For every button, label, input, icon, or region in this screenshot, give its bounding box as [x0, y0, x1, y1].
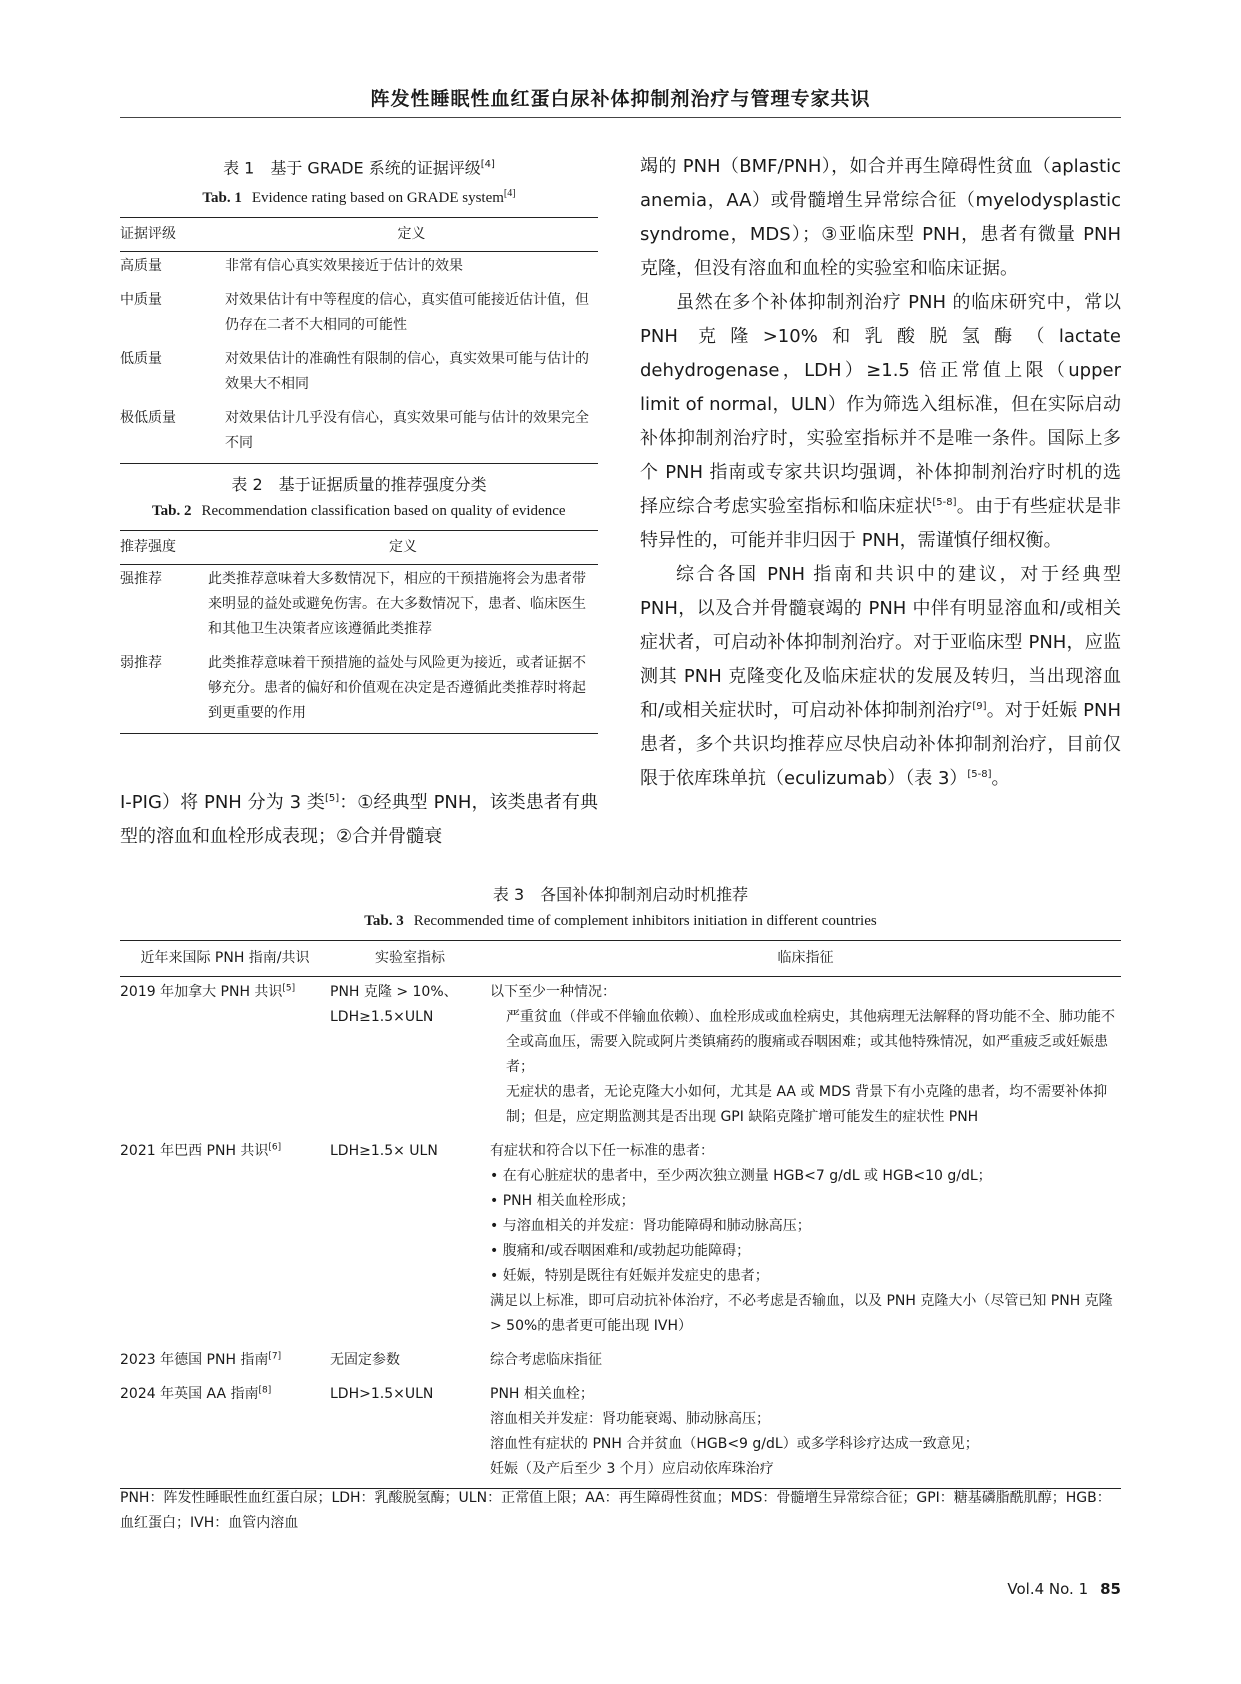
- table2-definition: 此类推荐意味着干预措施的益处与风险更为接近，或者证据不够充分。患者的偏好和价值观在决定是否遵循此类推荐时将起到更重要的作用: [208, 655, 586, 721]
- table3-guideline: [120, 1345, 330, 1379]
- table-row: [120, 345, 598, 404]
- table1-grade: 中质量: [120, 292, 162, 309]
- right-body-text: [640, 150, 1121, 796]
- paragraph: [640, 286, 1121, 558]
- volume-info: Vol.4 No. 1: [1007, 1580, 1089, 1598]
- citation: [7]: [268, 1351, 282, 1362]
- guideline-name: 2019 年加拿大 PNH 共识: [120, 984, 283, 1000]
- guideline-name: 2023 年德国 PNH 指南: [120, 1352, 269, 1368]
- table-row: [120, 404, 598, 464]
- lab-value: LDH≥1.5× ULN: [330, 1143, 438, 1159]
- text-span: 。由于有些症状是非特异性的，可能并非归因于 PNH，需谨慎仔细权衡。: [640, 496, 1121, 551]
- table2-strength: 强推荐: [120, 571, 162, 587]
- table3-header-lab: 实验室指标: [330, 941, 490, 977]
- table-row: [120, 1136, 1121, 1345]
- table3-clinical: [490, 1136, 1121, 1345]
- table1-caption-en-ref: [4]: [503, 188, 516, 200]
- guideline-name: 2024 年英国 AA 指南: [120, 1386, 259, 1402]
- text-span: 。对于妊娠 PNH 患者，多个共识均推荐应尽快启动补体抑制剂治疗，目前仅限于依库珠单抗（eculizumab）（表 3）: [640, 700, 1122, 789]
- table1-grade: 高质量: [120, 258, 162, 275]
- table-row: [120, 977, 1121, 1137]
- header-rule: [120, 117, 1121, 118]
- table1-definition: 非常有信心真实效果接近于估计的效果: [225, 258, 463, 275]
- citation: [5]: [324, 793, 340, 804]
- clinical-item: 严重贫血（伴或不伴输血依赖）、血栓形成或血栓病史，其他病理无法解释的肾功能不全、肺功能不全或高血压，需要入院或阿片类镇痛药的腹痛或吞咽困难；或其他特殊情况，如严重疲乏或妊娠患者；: [506, 1009, 1115, 1075]
- table2-caption-cn: 表 2 基于证据质量的推荐强度分类: [231, 475, 487, 494]
- clinical-item: • 在有心脏症状的患者中，至少两次独立测量 HGB<7 g/dL 或 HGB<10 g/dL；: [490, 1168, 992, 1184]
- table1-caption-cn: [120, 152, 598, 181]
- table-row: [120, 649, 598, 734]
- clinical-item: • PNH 相关血栓形成；: [490, 1193, 635, 1209]
- page-number: 85: [1100, 1580, 1121, 1598]
- table-row: [120, 565, 598, 650]
- text-span: ：①经典型 PNH，该类患者有典型的溶血和血栓形成表现；②合并骨髓衰: [120, 792, 599, 847]
- table1-definition: 对效果估计几乎没有信心，真实效果可能与估计的效果完全不同: [225, 410, 589, 452]
- paragraph: 竭的 PNH（BMF/PNH），如合并再生障碍性贫血（aplastic anemia，AA）或骨髓增生异常综合征（myelodysplastic syndrome，MDS）；③亚临床型 PNH，患者有微量 PNH 克隆，但没有溶血和血栓的实验室和临床证据。: [640, 156, 1121, 279]
- lab-value: PNH 克隆 > 10%、: [330, 984, 458, 1000]
- running-header: 阵发性睡眠性血红蛋白尿补体抑制剂治疗与管理专家共识: [370, 88, 871, 110]
- table3-clinical: [490, 977, 1121, 1137]
- table2-definition: 此类推荐意味着大多数情况下，相应的干预措施将会为患者带来明显的益处或避免伤害。在大多数情况下，患者、临床医生和其他卫生决策者应该遵循此类推荐: [208, 571, 586, 637]
- text-span: 虽然在多个补体抑制剂治疗 PNH 的临床研究中，常以 PNH 克隆>10%和乳酸脱氢酶（lactate dehydrogenase，LDH）≥1.5 倍正常值上限（upper limit of normal，ULN）作为筛选入组标准，但在实际启动补体抑制剂治疗时，实验室指标并不是唯一条件。国际上多个 PNH 指南或专家共识均强调，补体抑制剂治疗时机的选择应综合考虑实验室指标和临床症状: [640, 292, 1121, 517]
- table1-caption-en: [120, 181, 598, 211]
- table3: [120, 940, 1121, 1489]
- table3-header-clinical: 临床指征: [490, 941, 1121, 977]
- paragraph: [120, 786, 598, 854]
- table3-lab: [330, 1136, 490, 1345]
- table3-header-guideline: 近年来国际 PNH 指南/共识: [120, 941, 330, 977]
- clinical-item: 无症状的患者，无论克隆大小如何，尤其是 AA 或 MDS 背景下有小克隆的患者，均不需要补体抑制；但是，应定期监测其是否出现 GPI 缺陷克隆扩增可能发生的症状性 PNH: [506, 1084, 1108, 1125]
- clinical-item: PNH 相关血栓；: [490, 1386, 594, 1402]
- citation: [5]: [282, 983, 296, 994]
- table3-footnote: PNH：阵发性睡眠性血红蛋白尿；LDH：乳酸脱氢酶；ULN：正常值上限；AA：再生障碍性贫血；MDS：骨髓增生异常综合征；GPI：糖基磷脂酰肌醇；HGB：血红蛋白；IVH：血管内溶血: [120, 1490, 1111, 1531]
- table-row: [120, 1379, 1121, 1489]
- clinical-item: 以下至少一种情况：: [490, 984, 616, 1000]
- table-row: [120, 286, 598, 345]
- table1: [120, 217, 598, 464]
- table2-header-definition: 定义: [208, 531, 598, 565]
- table1-caption-cn-ref: [4]: [480, 159, 495, 170]
- table2-header-strength: 推荐强度: [120, 531, 208, 565]
- table1-header-grade: 证据评级: [120, 218, 225, 252]
- text-span: I-PIG）将 PNH 分为 3 类: [120, 792, 325, 813]
- clinical-item: 有症状和符合以下任一标准的患者：: [490, 1143, 714, 1159]
- guideline-name: 2021 年巴西 PNH 共识: [120, 1143, 269, 1159]
- table3-block: [120, 882, 1121, 1489]
- table1-grade: 极低质量: [120, 410, 176, 427]
- page-footer: [1007, 1580, 1121, 1598]
- clinical-item: • 腹痛和/或吞咽困难和/或勃起功能障碍；: [490, 1243, 751, 1259]
- clinical-item: • 与溶血相关的并发症：肾功能障碍和肺动脉高压；: [490, 1218, 811, 1234]
- clinical-item: 满足以上标准，即可启动抗补体治疗，不必考虑是否输血，以及 PNH 克隆大小（尽管已知 PNH 克隆 > 50%的患者更可能出现 IVH）: [490, 1293, 1113, 1334]
- clinical-item: 溶血性有症状的 PNH 合并贫血（HGB<9 g/dL）或多学科诊疗达成一致意见；: [490, 1436, 979, 1452]
- table3-guideline: [120, 1379, 330, 1489]
- table3-clinical: [490, 1345, 1121, 1379]
- clinical-item: 综合考虑临床指征: [490, 1352, 602, 1368]
- clinical-item: 溶血相关并发症：肾功能衰竭、肺动脉高压；: [490, 1411, 770, 1427]
- table3-body: [120, 977, 1121, 1489]
- text-span: 综合各国 PNH 指南和共识中的建议，对于经典型 PNH，以及合并骨髓衰竭的 PNH 中伴有明显溶血和/或相关症状者，可启动补体抑制剂治疗。对于亚临床型 PNH，应监测其 PNH 克隆变化及临床症状的发展及转归，当出现溶血和/或相关症状时，可启动补体抑制剂治疗: [640, 564, 1121, 721]
- citation: [8]: [258, 1385, 272, 1396]
- citation: [5-8]: [967, 769, 992, 780]
- table2-caption-en-text: Recommendation classification based on quality of evidence: [201, 503, 566, 519]
- text-span: 。: [991, 768, 1010, 789]
- table3-lab: [330, 1379, 490, 1489]
- table2-strength: 弱推荐: [120, 655, 162, 671]
- table3-guideline: [120, 1136, 330, 1345]
- lab-value: LDH≥1.5×ULN: [330, 1009, 434, 1025]
- table3-lab: [330, 977, 490, 1137]
- table2-block: [120, 472, 598, 734]
- citation: [5-8]: [932, 497, 957, 508]
- clinical-item: • 妊娠，特别是既往有妊娠并发症史的患者；: [490, 1268, 769, 1284]
- table3-lab: [330, 1345, 490, 1379]
- table1-caption-en-text: Evidence rating based on GRADE system: [251, 190, 504, 207]
- table1-grade: 低质量: [120, 351, 162, 368]
- table3-clinical: [490, 1379, 1121, 1489]
- table3-caption-cn: 表 3 各国补体抑制剂启动时机推荐: [492, 885, 749, 904]
- table1-caption-cn-text: 表 1 基于 GRADE 系统的证据评级: [223, 158, 481, 178]
- table3-caption-en: [120, 908, 1121, 934]
- table1-caption-en-label: Tab. 1: [202, 190, 242, 207]
- table2-caption-en: [120, 498, 598, 524]
- table2: [120, 530, 598, 734]
- table3-caption-en-text: Recommended time of complement inhibitors initiation in different countries: [413, 913, 877, 929]
- left-body-text: [120, 786, 598, 854]
- table3-caption-en-label: Tab. 3: [364, 913, 404, 929]
- clinical-item: 妊娠（及产后至少 3 个月）应启动依库珠治疗: [490, 1461, 774, 1477]
- table1-definition: 对效果估计的准确性有限制的信心，真实效果可能与估计的效果大不相同: [225, 351, 589, 393]
- table3-guideline: [120, 977, 330, 1137]
- lab-value: LDH>1.5×ULN: [330, 1386, 434, 1402]
- table-row: [120, 1345, 1121, 1379]
- citation: [9]: [972, 701, 987, 712]
- lab-value: 无固定参数: [330, 1352, 400, 1368]
- paragraph: [640, 558, 1121, 796]
- table1-header-definition: 定义: [225, 218, 598, 252]
- citation: [6]: [268, 1142, 282, 1153]
- table1-definition: 对效果估计有中等程度的信心，真实值可能接近估计值，但仍存在二者不大相同的可能性: [225, 292, 589, 334]
- table-row: [120, 252, 598, 287]
- table1-block: [120, 152, 598, 464]
- table2-caption-en-label: Tab. 2: [152, 503, 192, 519]
